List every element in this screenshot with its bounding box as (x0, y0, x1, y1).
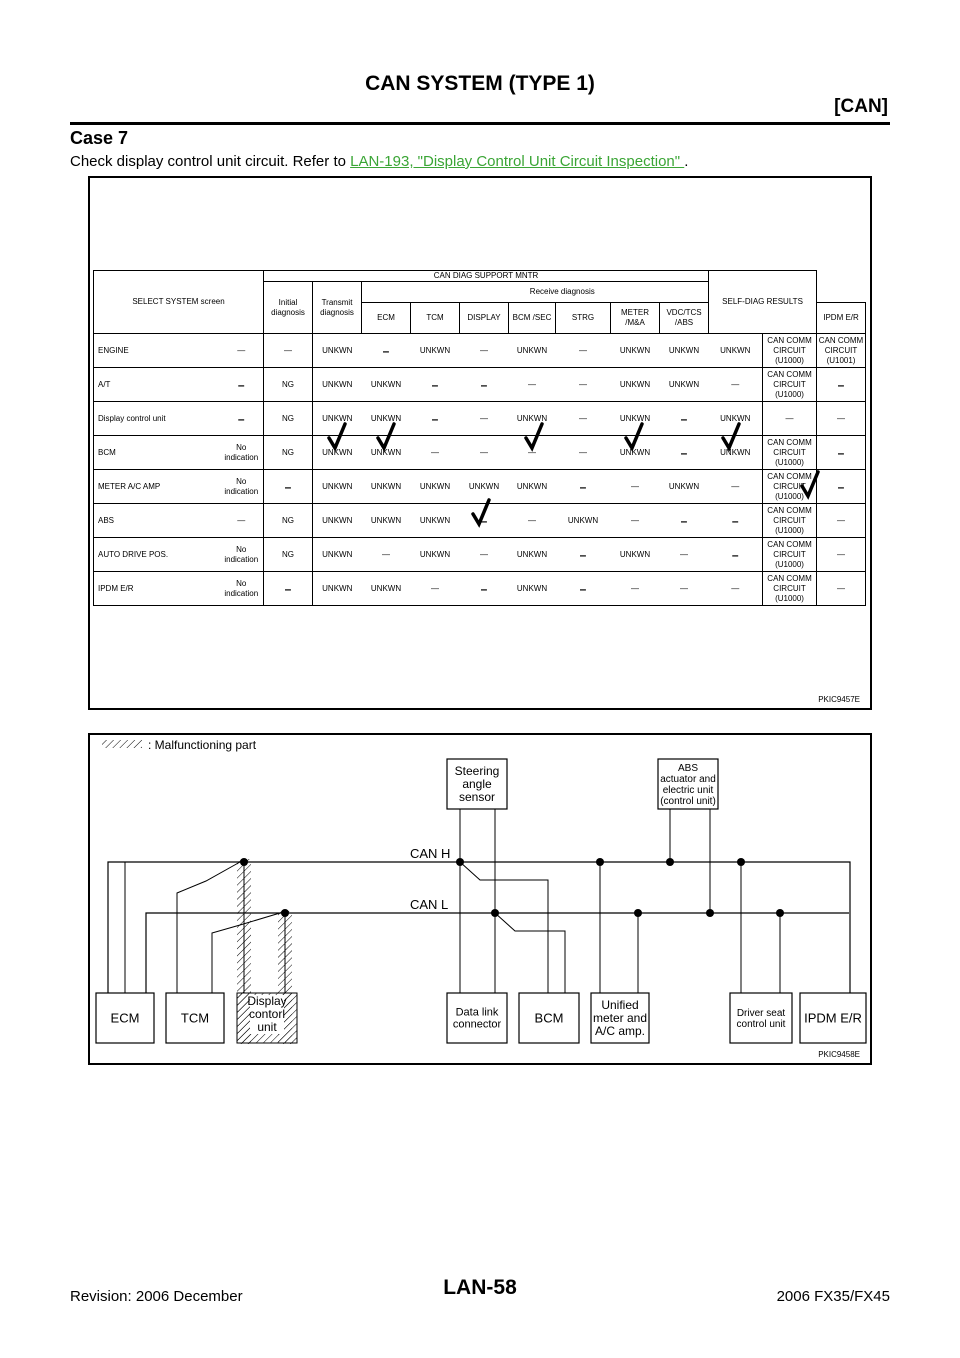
receive-col-3: BCM /SEC (509, 303, 556, 334)
diag-cell: UNKWN (660, 470, 709, 504)
splice-dot (281, 909, 289, 917)
diag-cell: — (460, 402, 509, 436)
check-mark (329, 424, 345, 448)
check-mark (723, 424, 739, 448)
display-unit-text: Display (247, 994, 287, 1008)
diag-cell: CAN COMM CIRCUIT (U1001) (817, 334, 866, 368)
diag-cell: UNKWN (313, 368, 362, 402)
receive-col-2: DISPLAY (460, 303, 509, 334)
footer-revision: Revision: 2006 December (70, 1288, 243, 1305)
diag-cell: CAN COMM CIRCUIT (U1000) (763, 504, 817, 538)
diag-cell: UNKWN (709, 334, 763, 368)
unified-meter-box-text: A/C amp. (594, 1024, 646, 1038)
tcm-box-text: TCM (180, 1010, 210, 1026)
bcm-h-wire (460, 862, 548, 993)
diag-cell: UNKWN (411, 504, 460, 538)
transmit-diag-header: Transmit diagnosis (313, 282, 362, 334)
check-mark (473, 500, 489, 524)
display-unit-text: unit (257, 1020, 277, 1034)
abs-box-text: (control unit) (660, 795, 716, 807)
diag-cell: UNKWN (709, 402, 763, 436)
diag-cell: – (709, 504, 763, 538)
diag-cell: — (709, 572, 763, 606)
diag-cell: – (460, 504, 509, 538)
diag-cell: — (709, 368, 763, 402)
system-name: A/T (94, 368, 220, 402)
diag-cell: — (556, 436, 611, 470)
diag-cell: UNKWN (611, 334, 660, 368)
diag-cell: — (220, 334, 264, 368)
diag-cell: — (460, 436, 509, 470)
diag-cell: UNKWN (313, 538, 362, 572)
section-tag: [CAN] (834, 96, 888, 117)
system-name: ENGINE (94, 334, 220, 368)
diag-cell: UNKWN (411, 470, 460, 504)
diag-cell: — (460, 334, 509, 368)
diag-cell: – (460, 368, 509, 402)
data-link-connector-box-text: connector (452, 1018, 502, 1031)
can-diag-figure (88, 176, 872, 710)
abs-box-text: actuator and (660, 773, 716, 785)
diag-cell: – (264, 572, 313, 606)
ecm-box-text: ECM (110, 1010, 140, 1026)
diag-cell: CAN COMM CIRCUIT (U1000) (763, 572, 817, 606)
diag-cell: – (362, 334, 411, 368)
diag-cell: UNKWN (460, 470, 509, 504)
diag-cell: UNKWN (362, 504, 411, 538)
driver-seat-box-text: Driver seat (736, 1007, 786, 1019)
diag-cell: No indication (220, 470, 264, 504)
diag-cell: No indication (220, 572, 264, 606)
diag-cell: — (556, 334, 611, 368)
case-title: Case 7 (70, 128, 129, 148)
select-system-header: SELECT SYSTEM screen (94, 271, 264, 334)
diag-cell: UNKWN (509, 572, 556, 606)
diag-cell: NG (264, 436, 313, 470)
diag-cell: UNKWN (313, 504, 362, 538)
diag-cell: — (556, 368, 611, 402)
driver-seat-box-text: control unit (736, 1018, 786, 1030)
splice-dot (706, 909, 714, 917)
diag-cell: — (817, 538, 866, 572)
steering-sensor-box-text: sensor (458, 790, 496, 804)
figure-code-2: PKIC9458E (818, 1050, 860, 1059)
diag-cell: UNKWN (362, 368, 411, 402)
diag-cell: – (817, 436, 866, 470)
check-mark (802, 472, 818, 496)
can-h-label: CAN H (410, 846, 451, 861)
diag-cell: — (509, 436, 556, 470)
splice-dot (456, 858, 464, 866)
diag-cell: – (264, 470, 313, 504)
diag-cell: – (709, 538, 763, 572)
diag-cell: CAN COMM CIRCUIT (U1000) (763, 334, 817, 368)
ipdm-box-text: IPDM E/R (804, 1010, 862, 1026)
can-l-bus (146, 913, 849, 995)
check-mark (526, 424, 542, 448)
diag-cell: NG (264, 368, 313, 402)
diag-cell: — (611, 572, 660, 606)
diag-cell: UNKWN (362, 402, 411, 436)
diag-cell: — (264, 334, 313, 368)
unified-meter-box-text: Unified (601, 998, 639, 1012)
case-text-tail: . (684, 153, 689, 170)
display-unit-text: contorl (248, 1007, 286, 1021)
diag-cell: — (763, 402, 817, 436)
diag-cell: — (411, 436, 460, 470)
diag-cell: UNKWN (509, 470, 556, 504)
diag-cell: CAN COMM CIRCUIT (U1000) (763, 538, 817, 572)
abs-box-text: ABS (677, 762, 699, 774)
diag-cell: — (460, 538, 509, 572)
bcm-box-text: BCM (534, 1010, 564, 1026)
diag-cell: – (660, 402, 709, 436)
diag-cell: – (220, 402, 264, 436)
diag-cell: CAN COMM CIRCUIT (U1000) (763, 436, 817, 470)
bcm-l-wire (495, 913, 565, 993)
abs-box-text: electric unit (662, 784, 714, 796)
system-name: BCM (94, 436, 220, 470)
diag-cell: — (411, 572, 460, 606)
diag-cell: UNKWN (611, 538, 660, 572)
splice-dot (737, 858, 745, 866)
diag-cell: No indication (220, 436, 264, 470)
diag-cell: — (611, 470, 660, 504)
diag-cell: – (817, 470, 866, 504)
diag-cell: UNKWN (556, 504, 611, 538)
can-h-bus (108, 862, 850, 995)
diag-cell: — (362, 538, 411, 572)
diag-cell: NG (264, 504, 313, 538)
diag-cell: UNKWN (660, 368, 709, 402)
diag-cell: — (817, 504, 866, 538)
diag-cell: NG (264, 402, 313, 436)
diag-cell: UNKWN (313, 334, 362, 368)
diag-cell: — (509, 504, 556, 538)
receive-col-7: IPDM E/R (817, 303, 866, 334)
diag-cell: — (556, 402, 611, 436)
receive-col-1: TCM (411, 303, 460, 334)
diag-cell: NG (264, 538, 313, 572)
can-circuit-figure (88, 733, 872, 1065)
diag-cell: — (817, 402, 866, 436)
diag-cell: — (220, 504, 264, 538)
splice-dot (240, 858, 248, 866)
splice-dot (666, 858, 674, 866)
diag-cell: UNKWN (362, 572, 411, 606)
page-title: CAN SYSTEM (TYPE 1) (365, 72, 595, 95)
case-text-lead: Check display control unit circuit. Refer to (70, 153, 351, 170)
footer-page-number: LAN-58 (443, 1276, 517, 1299)
diag-cell: — (660, 538, 709, 572)
diag-cell: – (220, 368, 264, 402)
diag-cell: – (556, 572, 611, 606)
header-rule (70, 122, 890, 125)
diag-cell: – (660, 504, 709, 538)
diag-cell: UNKWN (313, 572, 362, 606)
diag-cell: – (556, 538, 611, 572)
diag-cell: – (556, 470, 611, 504)
diag-cell: UNKWN (611, 368, 660, 402)
system-name: ABS (94, 504, 220, 538)
diag-cell: – (660, 436, 709, 470)
system-name: METER A/C AMP (94, 470, 220, 504)
steering-sensor-box-text: Steering (454, 764, 500, 778)
check-marks-layer (90, 178, 870, 708)
diag-cell: CAN COMM CIRCUIT (U1000) (763, 470, 817, 504)
receive-diag-header: Receive diagnosis (362, 282, 763, 303)
initial-diag-header: Initial diagnosis (264, 282, 313, 334)
diag-cell: UNKWN (709, 436, 763, 470)
diag-cell: UNKWN (411, 538, 460, 572)
diag-cell: UNKWN (611, 436, 660, 470)
check-mark (378, 424, 394, 448)
diag-cell: UNKWN (660, 334, 709, 368)
case-instruction (70, 153, 688, 170)
legend-label: : Malfunctioning part (148, 738, 257, 752)
can-diag-header: CAN DIAG SUPPORT MNTR (264, 271, 709, 282)
diag-cell: – (411, 368, 460, 402)
diag-cell: CAN COMM CIRCUIT (U1000) (763, 368, 817, 402)
diag-cell: — (709, 470, 763, 504)
system-name: AUTO DRIVE POS. (94, 538, 220, 572)
splice-dot (491, 909, 499, 917)
self-diag-header: SELF-DIAG RESULTS (709, 271, 817, 334)
can-l-label: CAN L (410, 897, 449, 912)
diag-cell: UNKWN (411, 334, 460, 368)
receive-col-6: VDC/TCS /ABS (660, 303, 709, 334)
receive-col-0: ECM (362, 303, 411, 334)
system-name: Display control unit (94, 402, 220, 436)
diag-cell: — (611, 504, 660, 538)
diag-cell: No indication (220, 538, 264, 572)
system-name: IPDM E/R (94, 572, 220, 606)
receive-col-5: METER /M&A (611, 303, 660, 334)
receive-col-4: STRG (556, 303, 611, 334)
data-link-connector-box-text: Data link (455, 1006, 499, 1019)
diag-cell: – (460, 572, 509, 606)
reference-link[interactable]: LAN-193, "Display Control Unit Circuit Inspection" (350, 153, 685, 170)
diag-cell: – (411, 402, 460, 436)
splice-dot (634, 909, 642, 917)
diag-cell: UNKWN (611, 402, 660, 436)
steering-sensor-box-text: angle (462, 777, 492, 791)
diag-cell: — (660, 572, 709, 606)
diag-cell: — (817, 572, 866, 606)
diag-cell: UNKWN (362, 436, 411, 470)
diag-cell: UNKWN (313, 436, 362, 470)
diag-cell: UNKWN (509, 538, 556, 572)
diag-cell: UNKWN (313, 402, 362, 436)
diag-cell: — (509, 368, 556, 402)
check-mark (626, 424, 642, 448)
figure-code: PKIC9457E (818, 695, 860, 704)
footer-model: 2006 FX35/FX45 (776, 1288, 890, 1305)
splice-dot (596, 858, 604, 866)
diag-cell: UNKWN (509, 402, 556, 436)
can-circuit-diagram (90, 735, 870, 1063)
diag-cell: UNKWN (313, 470, 362, 504)
legend-hatch-swatch (102, 740, 142, 748)
splice-dot (776, 909, 784, 917)
diag-cell: UNKWN (509, 334, 556, 368)
diag-cell: – (817, 368, 866, 402)
diag-cell: UNKWN (362, 470, 411, 504)
unified-meter-box-text: meter and (592, 1011, 648, 1025)
